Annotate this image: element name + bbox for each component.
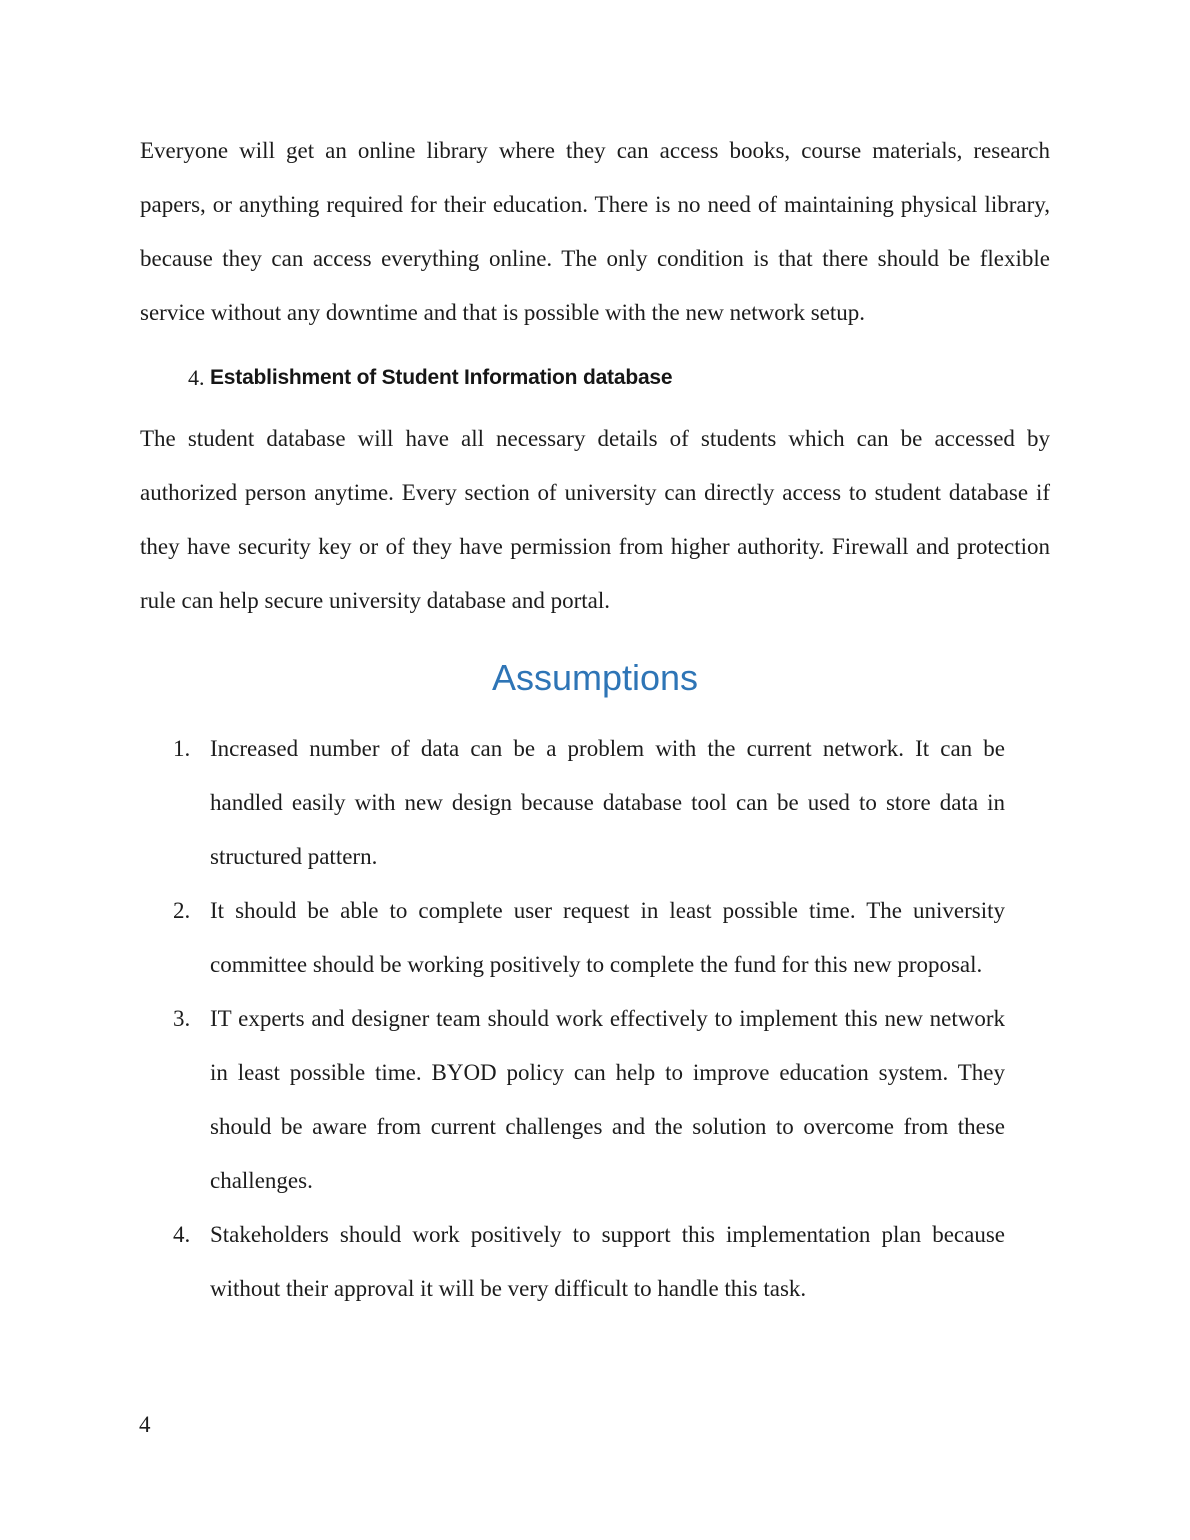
assumptions-list [140, 722, 1050, 1316]
list-item-text: Stakeholders should work positively to support this implementation plan because without their approval it will be very difficult to handle this task. [210, 1222, 1005, 1301]
paragraph-online-library: Everyone will get an online library where they can access books, course materials, research papers, or anything required for their education. There is no need of maintaining physical library, because they can access everything online. The only condition is that there should be flexible service without any downtime and that is possible with the new network setup. [140, 138, 1050, 325]
section-heading-student-database [140, 358, 1050, 400]
list-item-text: IT experts and designer team should work effectively to implement this new network in least possible time. BYOD policy can help to improve education system. They should be aware from current challenges and the solution to overcome from these challenges. [210, 1006, 1005, 1193]
list-item-number: 1. [173, 736, 191, 761]
list-item [140, 722, 1050, 884]
list-item-number: 4. [173, 1222, 191, 1247]
assumptions-heading: Assumptions [491, 657, 699, 698]
section-heading-text: Establishment of Student Information database [210, 366, 673, 389]
list-item [140, 1208, 1050, 1316]
list-item [140, 884, 1050, 992]
document-content [140, 124, 1050, 1316]
page-number: 4 [139, 1412, 151, 1437]
list-item-text: It should be able to complete user request in least possible time. The university committee should be working positively to complete the fund for this new proposal. [210, 898, 1005, 977]
list-item-number: 2. [173, 898, 191, 923]
list-item [140, 992, 1050, 1208]
paragraph-student-database: The student database will have all necessary details of students which can be accessed by authorized person anytime. Every section of university can directly access to student database if they have security key or of they have permission from higher authority. Firewall and protection rule can help secure university database and portal. [140, 426, 1050, 613]
section-heading-number: 4. [188, 365, 205, 390]
list-item-number: 3. [173, 1006, 191, 1031]
list-item-text: Increased number of data can be a problem with the current network. It can be handled easily with new design because database tool can be used to store data in structured pattern. [210, 736, 1005, 869]
